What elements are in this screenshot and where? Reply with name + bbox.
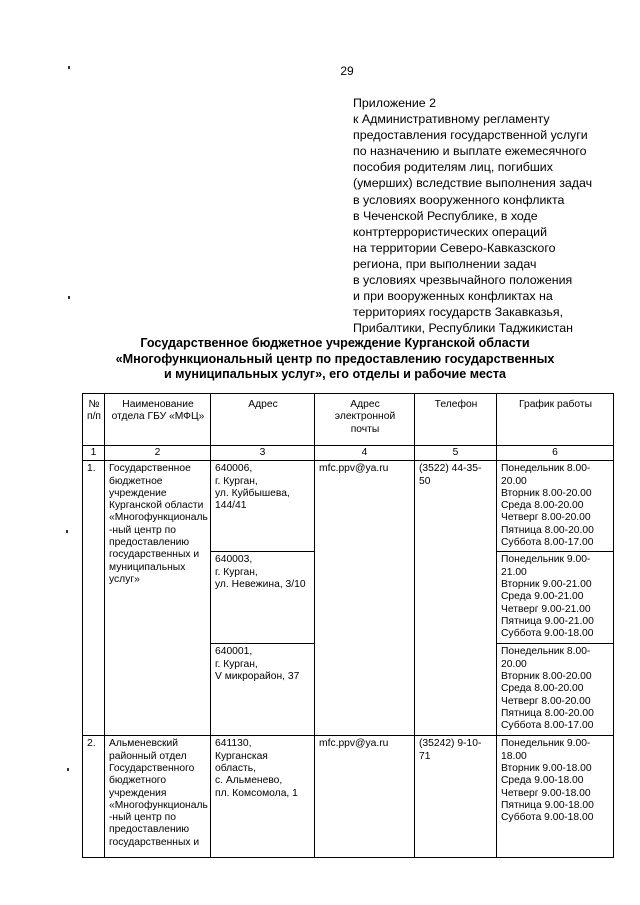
row-number: 2. — [83, 736, 105, 858]
text-line: Среда 9.00-18.00 — [501, 775, 584, 787]
text-line: Четверг 9.00-21.00 — [501, 603, 591, 615]
text-line: Суббота 9.00-18.00 — [501, 812, 594, 824]
text-line: Пятница 9.00-18.00 — [501, 799, 594, 811]
row-number: 1. — [83, 461, 105, 736]
text-line: 20.00 — [501, 658, 527, 670]
text-line: 71 — [419, 750, 431, 762]
text-line: Телефон — [434, 399, 478, 410]
text-line: г. Курган, — [215, 475, 258, 487]
text-line: государственных и — [109, 836, 200, 848]
text-line: предоставления государственной услуги — [353, 128, 588, 143]
text-line: 640003, — [215, 554, 253, 566]
text-line: № — [88, 399, 100, 410]
scan-mark — [68, 296, 70, 299]
text-line: в условиях вооруженного конфликта — [353, 192, 565, 207]
text-line: Приложение 2 — [353, 96, 437, 110]
column-number: 5 — [415, 446, 497, 461]
header-name — [105, 394, 211, 446]
office-name — [105, 461, 211, 736]
header-phone — [415, 394, 497, 446]
text-line: предоставлению — [109, 824, 190, 836]
text-line: отдела ГБУ «МФЦ» — [111, 411, 205, 423]
text-line: учреждения — [109, 787, 167, 799]
work-schedule — [497, 736, 614, 858]
text-line: Вторник 9.00-21.00 — [501, 578, 592, 590]
text-line: 144/41 — [215, 500, 247, 512]
office-address — [211, 461, 315, 552]
text-line: г. Курган, — [215, 566, 258, 578]
text-line: Понедельник 8.00- — [501, 646, 591, 658]
table-header-row — [83, 394, 614, 446]
text-line: Среда 9.00-21.00 — [501, 591, 584, 603]
text-line: Адрес — [248, 399, 278, 410]
text-line: График работы — [518, 399, 592, 410]
text-line: с. Альменево, — [215, 775, 283, 787]
text-line: (35242) 9-10- — [419, 738, 482, 750]
text-line: Четверг 8.00-20.00 — [501, 512, 591, 524]
text-line: «Многофункциональ — [109, 799, 208, 811]
text-line: Государственное — [109, 463, 191, 475]
scan-mark — [67, 768, 69, 771]
office-email: mfc.ppv@ya.ru — [315, 736, 415, 858]
text-line: бюджетное — [109, 475, 163, 487]
text-line: в Чеченской Республике, в ходе — [353, 208, 538, 223]
office-phone — [415, 461, 497, 736]
text-line: Среда 8.00-20.00 — [501, 683, 584, 695]
text-line: и муниципальных услуг», его отделы и рабочие места — [163, 367, 507, 382]
column-number: 6 — [497, 446, 614, 461]
text-line: Государственного — [109, 762, 195, 774]
text-line: Вторник 8.00-20.00 — [501, 670, 592, 682]
table-row — [83, 461, 614, 552]
text-line: ул. Невежина, 3/10 — [215, 578, 306, 590]
text-line: V микрорайон, 37 — [215, 670, 300, 682]
text-line: электронной — [334, 411, 396, 423]
office-phone — [415, 736, 497, 858]
text-line: 18.00 — [501, 750, 527, 762]
header-num — [83, 394, 105, 446]
text-line: Суббота 9.00-18.00 — [501, 628, 594, 640]
text-line: «Многофункциональный центр по предоставлению государственных — [115, 351, 555, 366]
header-email — [315, 394, 415, 446]
text-line: Пятница 8.00-20.00 — [501, 524, 594, 536]
office-address — [211, 552, 315, 644]
text-line: районный отдел — [109, 750, 187, 762]
text-line: территориях государств Закавказья, — [353, 305, 564, 320]
text-line: муниципальных — [109, 561, 186, 573]
office-address — [211, 736, 315, 858]
text-line: 640001, — [215, 646, 253, 658]
text-line: Альменевский — [109, 738, 178, 750]
text-line: Суббота 8.00-17.00 — [501, 537, 594, 549]
text-line: услуг» — [109, 573, 140, 585]
text-line: пособия родителям лиц, погибших — [353, 160, 553, 175]
appendix-note — [353, 95, 623, 336]
text-line: (3522) 44-35- — [419, 463, 482, 475]
text-line: Суббота 8.00-17.00 — [501, 720, 594, 732]
office-name — [105, 736, 211, 858]
text-line: Курганская — [215, 750, 268, 762]
text-line: Пятница 8.00-20.00 — [501, 707, 594, 719]
column-number: 4 — [315, 446, 415, 461]
text-line: Прибалтики, Республики Таджикистан — [353, 321, 573, 336]
mfc-offices-table — [82, 393, 614, 858]
text-line: и при вооруженных конфликтах на — [353, 289, 553, 304]
text-line: ул. Куйбышева, — [215, 487, 290, 499]
scan-mark — [68, 66, 70, 69]
text-line: в условиях чрезвычайного положения — [353, 273, 573, 288]
text-line: Понедельник 9.00- — [501, 554, 591, 566]
column-number: 3 — [211, 446, 315, 461]
text-line: 20.00 — [501, 475, 527, 487]
text-line: 21.00 — [501, 566, 527, 578]
text-line: область, — [215, 762, 256, 774]
text-line: Курганской области — [109, 500, 204, 512]
text-line: бюджетного — [109, 775, 167, 787]
header-address — [211, 394, 315, 446]
text-line: государственных и — [109, 549, 200, 561]
text-line: Понедельник 8.00- — [501, 463, 591, 475]
text-line: 50 — [419, 475, 431, 487]
column-number: 1 — [83, 446, 105, 461]
text-line: по назначению и выплате ежемесячного — [353, 144, 587, 159]
scan-mark — [66, 530, 68, 533]
text-line: г. Курган, — [215, 658, 258, 670]
text-line: на территории Северо-Кавказского — [353, 240, 556, 255]
document-heading — [60, 336, 610, 383]
text-line: пл. Комсомола, 1 — [215, 787, 298, 799]
text-line: Среда 8.00-20.00 — [501, 500, 584, 512]
text-line: к Административному регламенту — [353, 112, 550, 127]
column-number: 2 — [105, 446, 211, 461]
text-line: п/п — [87, 411, 102, 423]
text-line: 640006, — [215, 463, 253, 475]
text-line: Понедельник 9.00- — [501, 738, 591, 750]
text-line: Вторник 8.00-20.00 — [501, 487, 592, 499]
text-line: 641130, — [215, 738, 252, 750]
table-row — [83, 736, 614, 858]
text-line: региона, при выполнении задач — [353, 256, 537, 271]
text-line: Государственное бюджетное учреждение Курганской области — [140, 336, 530, 350]
column-number-row — [83, 446, 614, 461]
work-schedule — [497, 644, 614, 736]
header-schedule — [497, 394, 614, 446]
text-line: Адрес — [350, 399, 380, 410]
text-line: Пятница 9.00-21.00 — [501, 615, 594, 627]
text-line: (умерших) вследствие выполнения задач — [353, 176, 593, 191]
page-number: 29 — [340, 64, 354, 78]
text-line: -ный центр по — [109, 812, 176, 824]
text-line: «Многофункциональ — [109, 512, 208, 524]
office-address — [211, 644, 315, 736]
text-line: Вторник 9.00-18.00 — [501, 762, 592, 774]
text-line: Четверг 9.00-18.00 — [501, 787, 591, 799]
work-schedule — [497, 461, 614, 552]
text-line: учреждение — [109, 487, 167, 499]
text-line: почты — [350, 423, 380, 435]
text-line: предоставлению — [109, 537, 190, 549]
office-email: mfc.ppv@ya.ru — [315, 461, 415, 736]
text-line: Четверг 8.00-20.00 — [501, 695, 591, 707]
text-line: Наименование — [122, 399, 194, 410]
text-line: -ный центр по — [109, 524, 176, 536]
text-line: контртеррористических операций — [353, 224, 548, 239]
work-schedule — [497, 552, 614, 644]
